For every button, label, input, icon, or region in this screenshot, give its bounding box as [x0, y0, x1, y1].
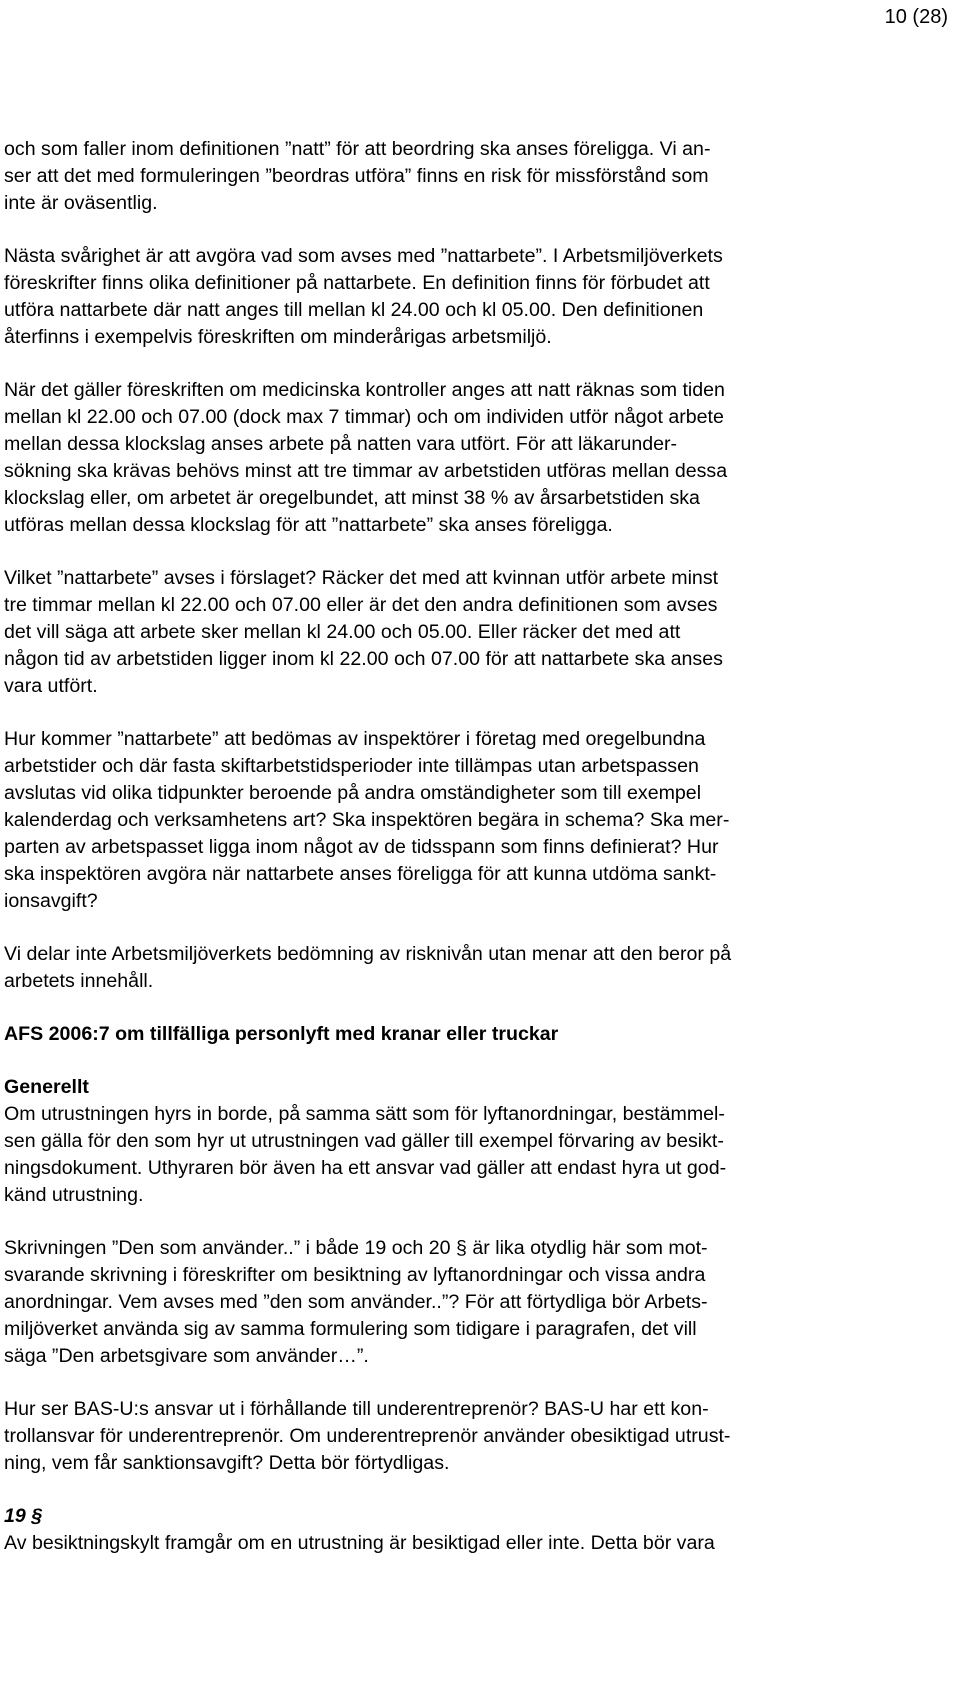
page-number: 10 (28)	[884, 6, 948, 28]
paragraph: Om utrustningen hyrs in borde, på samma sätt som för lyftanordningar, bestämmel- sen gälla för den som hyr ut utrustningen vad gäller till exempel förvaring av besikt- ningsdokument. Uthyraren bör även ha ett ansvar vad gäller att endast hyra ut god- känd utrustning.	[4, 1103, 727, 1206]
document-body	[4, 136, 952, 1557]
paragraph: och som faller inom definitionen ”natt” för att beordring ska anses föreligga. Vi an- ser att det med formuleringen ”beordras utföra” finns en risk för missförstånd som inte är oväsentlig.	[4, 138, 711, 214]
paragraph: Av besiktningskylt framgår om en utrustning är besiktigad eller inte. Detta bör vara	[4, 1532, 715, 1554]
paragraph: Vilket ”nattarbete” avses i förslaget? Räcker det med att kvinnan utför arbete minst tre timmar mellan kl 22.00 och 07.00 eller är det den andra definitionen som avses det vill säga att arbete sker mellan kl 24.00 och 05.00. Eller räcker det med att någon tid av arbetstiden ligger inom kl 22.00 och 07.00 för att nattarbete ska anses vara utfört.	[4, 567, 723, 697]
paragraph: Nästa svårighet är att avgöra vad som avses med ”nattarbete”. I Arbetsmiljöverkets föreskrifter finns olika definitioner på nattarbete. En definition finns för förbudet att utföra nattarbete där natt anges till mellan kl 24.00 och kl 05.00. Den definitionen återfinns i exempelvis föreskriften om minderårigas arbetsmiljö.	[4, 245, 723, 348]
subsection-heading: Generellt	[4, 1076, 89, 1098]
paragraph: Hur ser BAS-U:s ansvar ut i förhållande till underentreprenör? BAS-U har ett kon- trollansvar för underentreprenör. Om underentreprenör använder obesiktigad utrust- ning, vem får sanktionsavgift? Detta bör förtydligas.	[4, 1398, 731, 1474]
paragraph: Hur kommer ”nattarbete” att bedömas av inspektörer i företag med oregelbundna arbetstider och där fasta skiftarbetstidsperioder inte tillämpas utan arbetspassen avslutas vid olika tidpunkter beroende på andra omständigheter som till exempel kalenderdag och verksamhetens art? Ska inspektören begära in schema? Ska mer- parten av arbetspasset ligga inom något av de tidsspann som finns definierat? Hur ska inspektören avgöra när nattarbete anses föreligga för att kunna utdöma sankt- ionsavgift?	[4, 728, 730, 912]
paragraph-heading: 19 §	[4, 1505, 43, 1527]
paragraph: Vi delar inte Arbetsmiljöverkets bedömning av risknivån utan menar att den beror på arbetets innehåll.	[4, 943, 732, 992]
paragraph: När det gäller föreskriften om medicinska kontroller anges att natt räknas som tiden mellan kl 22.00 och 07.00 (dock max 7 timmar) och om individen utför något arbete mellan dessa klockslag anses arbete på natten vara utfört. För att läkarunder- sökning ska krävas behövs minst att tre timmar av arbetstiden utföras mellan dessa klockslag eller, om arbetet är oregelbundet, att minst 38 % av årsarbetstiden ska utföras mellan dessa klockslag för att ”nattarbete” ska anses föreligga.	[4, 379, 728, 536]
paragraph: Skrivningen ”Den som använder..” i både 19 och 20 § är lika otydlig här som mot- svarande skrivning i föreskrifter om besiktning av lyftanordningar och vissa andra anordningar. Vem avses med ”den som använder..”? För att förtydliga bör Arbets- miljöverket använda sig av samma formulering som tidigare i paragrafen, det vill säga ”Den arbetsgivare som använder…”.	[4, 1237, 708, 1367]
section-heading: AFS 2006:7 om tillfälliga personlyft med kranar eller truckar	[4, 1023, 559, 1045]
